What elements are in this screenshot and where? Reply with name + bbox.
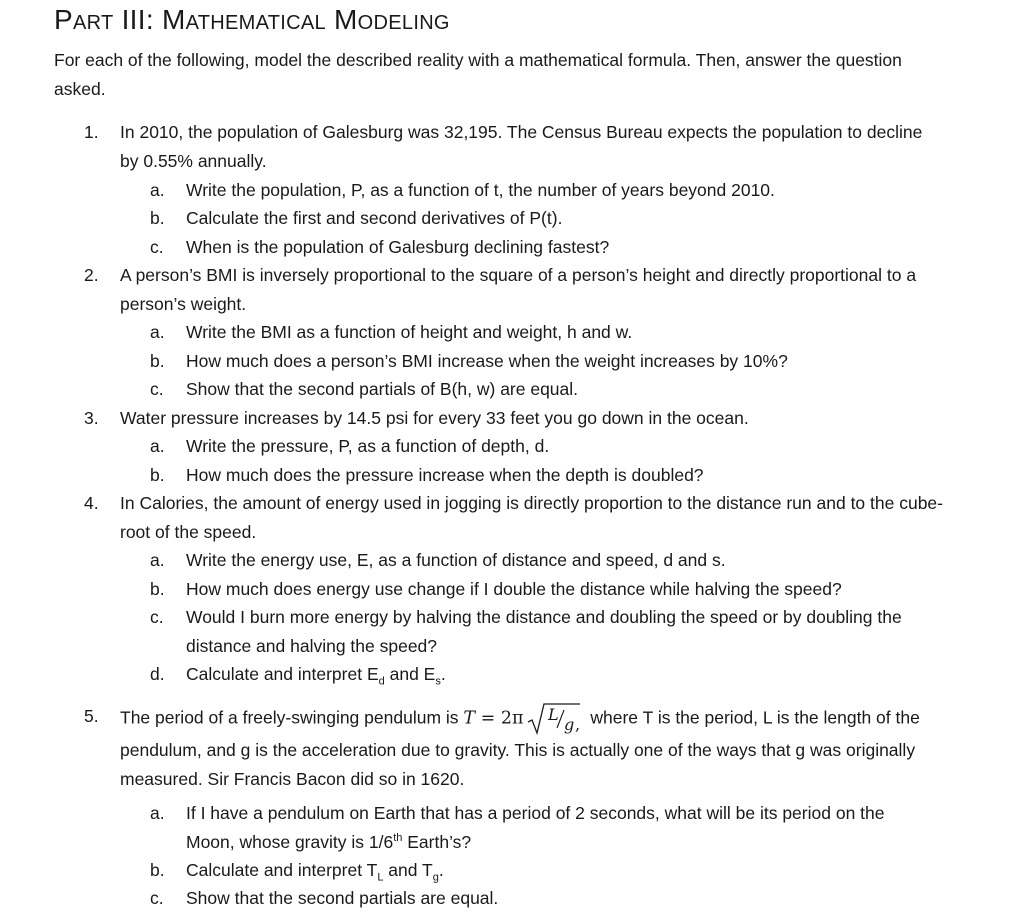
question-text: In Calories, the amount of energy used in jogging is directly proportion to the distance run and to the cube-root of the speed. bbox=[120, 493, 943, 542]
formula-comma: , bbox=[574, 715, 580, 734]
part-letter: c. bbox=[150, 237, 164, 257]
part-letter: c. bbox=[150, 607, 164, 627]
part-letter: a. bbox=[150, 436, 165, 456]
part-text-mid: and E bbox=[384, 664, 436, 684]
part-text: Write the pressure, P, as a function of depth, d. bbox=[186, 436, 550, 456]
formula-equals: = 2π bbox=[475, 708, 524, 729]
question-1c bbox=[150, 233, 930, 262]
part-letter: b. bbox=[150, 351, 165, 371]
formula-g: g bbox=[563, 715, 574, 734]
subscript-g: g bbox=[432, 871, 439, 884]
part-letter: b. bbox=[150, 465, 165, 485]
question-1b bbox=[150, 204, 930, 233]
part-text: Would I burn more energy by halving the distance and doubling the speed or by doubling the distance and halving the speed? bbox=[186, 607, 902, 656]
page-title: Part III: Mathematical Modeling bbox=[54, 4, 450, 35]
part-letter: a. bbox=[150, 803, 165, 823]
part-text: Write the energy use, E, as a function of distance and speed, d and s. bbox=[186, 550, 726, 570]
question-text-end: where T is the period, L is the length of the pendulum, and g is the acceleration due to gravity. This is actually one of the ways that g was originally measured. Sir Francis Bacon did so in 1620. bbox=[120, 707, 920, 789]
part-text-start: If I have a pendulum on Earth that has a period of 2 seconds, what will be its period on the Moon, whose gravity is 1/6 bbox=[186, 803, 885, 852]
part-text-mid: and T bbox=[383, 860, 433, 880]
part-text bbox=[186, 660, 930, 689]
formula-L: L bbox=[547, 705, 559, 724]
part-letter: c. bbox=[150, 379, 164, 399]
question-text: In 2010, the population of Galesburg was 32,195. The Census Bureau expects the population to decline by 0.55% annually. bbox=[120, 122, 923, 171]
part-text bbox=[186, 856, 930, 885]
part-text: How much does the pressure increase when the depth is doubled? bbox=[186, 465, 704, 485]
question-text bbox=[120, 702, 944, 793]
question-2 bbox=[84, 261, 944, 318]
question-text: A person’s BMI is inversely proportional to the square of a person’s height and directly proportional to a person’s weight. bbox=[120, 265, 917, 314]
part-text-end: . bbox=[440, 664, 446, 684]
formula-T: T bbox=[463, 708, 476, 729]
part-letter: a. bbox=[150, 322, 165, 342]
part-letter: c. bbox=[150, 888, 164, 908]
question-3a bbox=[150, 432, 930, 461]
part-text: Show that the second partials are equal. bbox=[186, 888, 499, 908]
question-text: Water pressure increases by 14.5 psi for every 33 feet you go down in the ocean. bbox=[120, 408, 749, 428]
part-text: How much does a person’s BMI increase when the weight increases by 10%? bbox=[186, 351, 788, 371]
pendulum-formula-radical bbox=[526, 702, 584, 736]
superscript-th: th bbox=[393, 831, 403, 844]
question-number: 3. bbox=[84, 408, 99, 428]
question-4c bbox=[150, 603, 930, 660]
part-text: Show that the second partials of B(h, w) are equal. bbox=[186, 379, 579, 399]
question-text-start: The period of a freely-swinging pendulum is bbox=[120, 707, 464, 728]
question-2a bbox=[150, 318, 930, 347]
part-text-end: Earth’s? bbox=[402, 831, 472, 852]
question-1a bbox=[150, 176, 930, 205]
question-5a bbox=[150, 799, 930, 856]
question-5 bbox=[84, 702, 944, 793]
question-2c bbox=[150, 375, 930, 404]
question-1 bbox=[84, 118, 944, 175]
part-text: How much does energy use change if I double the distance while halving the speed? bbox=[186, 579, 842, 599]
part-letter: b. bbox=[150, 579, 165, 599]
part-letter: a. bbox=[150, 180, 165, 200]
sqrt-fraction-graphic bbox=[526, 702, 584, 736]
question-4d bbox=[150, 660, 930, 689]
question-4 bbox=[84, 489, 944, 546]
part-text-start: Calculate and interpret E bbox=[186, 664, 379, 684]
part-letter: b. bbox=[150, 860, 165, 880]
question-5b bbox=[150, 856, 930, 885]
part-letter: d. bbox=[150, 664, 165, 684]
subscript-d: d bbox=[378, 675, 385, 688]
instructions: For each of the following, model the described reality with a mathematical formula. Then, answer the question asked. bbox=[54, 50, 902, 99]
question-number: 1. bbox=[84, 122, 99, 142]
part-letter: a. bbox=[150, 550, 165, 570]
question-3 bbox=[84, 404, 944, 433]
part-text: Write the BMI as a function of height and weight, h and w. bbox=[186, 322, 633, 342]
question-number: 2. bbox=[84, 265, 99, 285]
part-text-start: Calculate and interpret T bbox=[186, 860, 378, 880]
question-2b bbox=[150, 347, 930, 376]
question-3b bbox=[150, 461, 930, 490]
question-4a bbox=[150, 546, 930, 575]
part-text bbox=[186, 799, 930, 856]
part-text: When is the population of Galesburg declining fastest? bbox=[186, 237, 610, 257]
part-text: Write the population, P, as a function of t, the number of years beyond 2010. bbox=[186, 180, 775, 200]
subscript-s: s bbox=[435, 675, 441, 688]
question-number: 5. bbox=[84, 706, 99, 726]
part-letter: b. bbox=[150, 208, 165, 228]
part-text-end: . bbox=[438, 860, 444, 880]
question-4b bbox=[150, 575, 930, 604]
part-text: Calculate the first and second derivatives of P(t). bbox=[186, 208, 563, 228]
question-number: 4. bbox=[84, 493, 99, 513]
question-5c bbox=[150, 884, 930, 913]
subscript-L: L bbox=[377, 871, 384, 884]
